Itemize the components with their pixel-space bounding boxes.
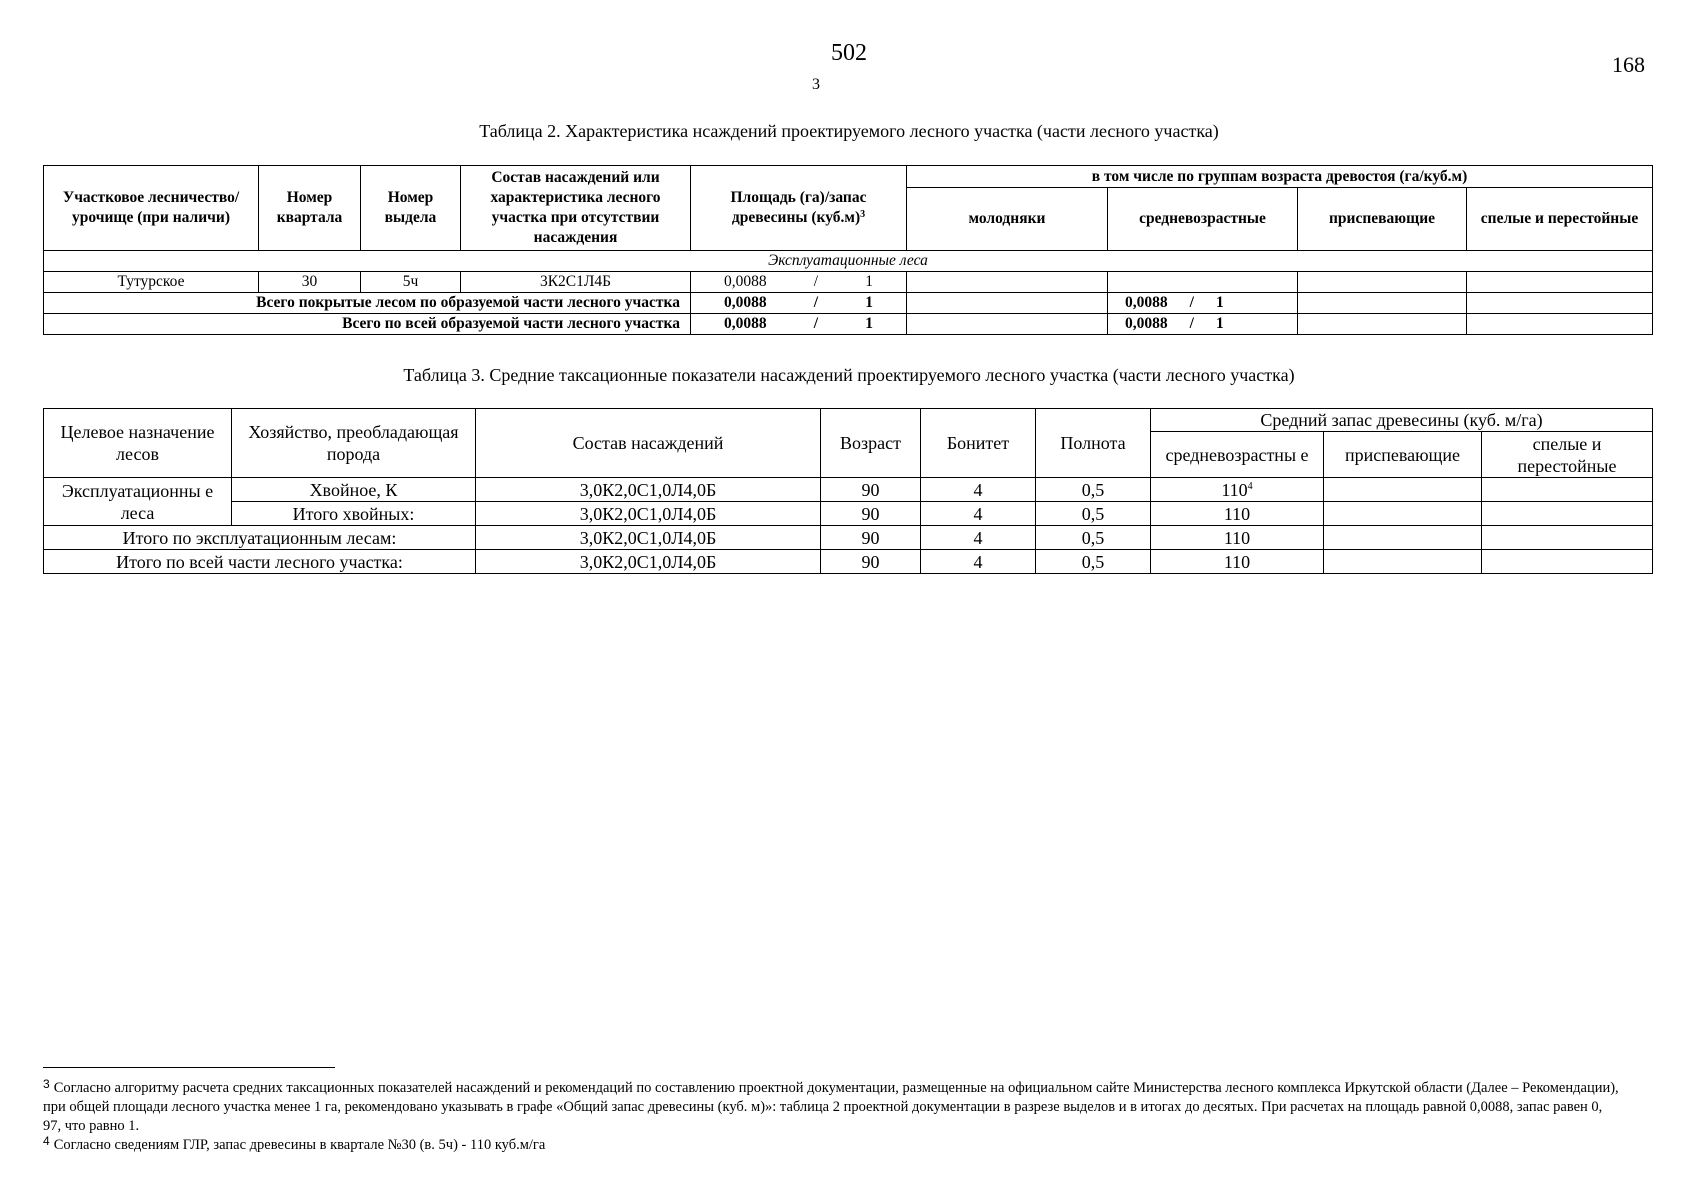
t3-cell-mature: [1482, 478, 1653, 502]
t3-header-age: Возраст: [821, 409, 921, 478]
t3-cell-bonitet: 4: [921, 478, 1036, 502]
t2-total-covered-area: 0,0088 / 1: [691, 293, 907, 314]
t2-section-label: Эксплуатационные леса: [44, 251, 1653, 272]
footnote-divider: [43, 1067, 335, 1068]
t3-header-purpose: Целевое назначение лесов: [44, 409, 232, 478]
t3-cell-density: 0,5: [1036, 502, 1151, 526]
t3-header-avg-stock: Средний запас древесины (куб. м/га): [1151, 409, 1653, 432]
t3-cell-mature: [1482, 526, 1653, 550]
t2-cell-quarter: 30: [259, 272, 361, 293]
t3-cell-composition: 3,0К2,0С1,0Л4,0Б: [476, 550, 821, 574]
t2-total-all-label: Всего по всей образуемой части лесного участка: [44, 314, 691, 335]
t3-header-middle: средневозрастны е: [1151, 432, 1324, 478]
t2-cell-middle: [1108, 272, 1298, 293]
t3-header-mature: спелые и перестойные: [1482, 432, 1653, 478]
t3-cell-composition: 3,0К2,0С1,0Л4,0Б: [476, 526, 821, 550]
table2: [43, 165, 1653, 335]
t2-total-all-area: 0,0088 / 1: [691, 314, 907, 335]
footnote-4: [43, 1136, 1623, 1155]
t2-cell-forestry: Тутурское: [44, 272, 259, 293]
t3-cell-label: Итого по эксплуатационным лесам:: [44, 526, 476, 550]
t3-cell-age: 90: [821, 502, 921, 526]
t3-cell-middle: 110: [1151, 526, 1324, 550]
t3-cell-ripening: [1324, 526, 1482, 550]
t3-header-farm: Хозяйство, преобладающая порода: [232, 409, 476, 478]
t3-cell-ripening: [1324, 550, 1482, 574]
page-number-center: 502: [831, 40, 867, 66]
t3-footnote-ref-4: 4: [1247, 480, 1253, 492]
t2-header-age-groups: в том числе по группам возраста древостоя (га/куб.м): [907, 166, 1653, 188]
t2-header-area: Площадь (га)/запас древесины $(куб.м)^3$: [691, 166, 907, 251]
table-row: [44, 314, 1653, 335]
t3-cell-middle: 110: [1151, 502, 1324, 526]
t3-cell-age: 90: [821, 526, 921, 550]
table-row: [44, 550, 1653, 574]
t2-total-all-ripening: [1298, 314, 1467, 335]
t2-cell-mature: [1467, 272, 1653, 293]
t2-total-all-middle: 0,0088 / 1: [1108, 314, 1298, 335]
t3-cell-bonitet: 4: [921, 502, 1036, 526]
t3-cell-farm: Итого хвойных:: [232, 502, 476, 526]
t3-header-bonitet: Бонитет: [921, 409, 1036, 478]
page-number-right: 168: [1612, 52, 1645, 77]
t3-cell-ripening: [1324, 478, 1482, 502]
t3-cell-middle: 110: [1151, 550, 1324, 574]
t2-header-mature: спелые и перестойные: [1467, 188, 1653, 251]
t2-cell-ripening: [1298, 272, 1467, 293]
t2-footnote-ref-3: 3: [860, 209, 866, 220]
t2-header-composition: Состав насаждений или характеристика лесного участка при отсутствии насаждения: [461, 166, 691, 251]
t2-header-section: Номер выдела: [361, 166, 461, 251]
t2-header-young: молодняки: [907, 188, 1108, 251]
t3-cell-age: 90: [821, 550, 921, 574]
t3-cell-ripening: [1324, 502, 1482, 526]
table3-caption: Таблица 3. Средние таксационные показатели насаждений проектируемого лесного участка (части лесного участка): [403, 365, 1295, 385]
t3-cell-middle: $110^4$: [1151, 478, 1324, 502]
footnote-4-text: Согласно сведениям ГЛР, запас древесины в квартале №30 (в. 5ч) - 110 куб.м/га: [53, 1137, 546, 1153]
t2-cell-section: 5ч: [361, 272, 461, 293]
t3-cell-density: 0,5: [1036, 550, 1151, 574]
table-row: [44, 272, 1653, 293]
t2-header-quarter: Номер квартала: [259, 166, 361, 251]
table3: [43, 408, 1653, 574]
t2-total-all-mature: [1467, 314, 1653, 335]
t3-cell-density: 0,5: [1036, 478, 1151, 502]
footnote-3-text: Согласно алгоритму расчета средних таксационных показателей насаждений и рекомендаций по составлению проектной документации, размещенные на официальном сайте Министерства лесного комплекса Иркутской области (Далее – Рекомендации), при общей площади лесного участка менее 1 га, рекомендовано указывать в графе «Общий запас древесины (куб. м)»: таблица 2 проектной документации в разрезе выделов и в итогах до десятых. При расчетах на площадь равной 0,0088, запас равен 0, 97, что равно 1.: [43, 1080, 1619, 1134]
table-row: [44, 478, 1653, 502]
table2-caption: Таблица 2. Характеристика нсаждений проектируемого лесного участка (части лесного участка): [479, 121, 1219, 141]
t3-cell-composition: 3,0К2,0С1,0Л4,0Б: [476, 478, 821, 502]
t3-cell-mature: [1482, 550, 1653, 574]
footnote-3: [43, 1079, 1623, 1136]
t3-cell-bonitet: 4: [921, 550, 1036, 574]
t2-header-middle: средневозрастные: [1108, 188, 1298, 251]
t3-cell-mature: [1482, 502, 1653, 526]
t3-cell-bonitet: 4: [921, 526, 1036, 550]
table-row: [44, 293, 1653, 314]
t3-cell-label: Итого по всей части лесного участка:: [44, 550, 476, 574]
t2-total-covered-label: Всего покрытые лесом по образуемой части лесного участка: [44, 293, 691, 314]
t2-total-covered-middle: 0,0088 / 1: [1108, 293, 1298, 314]
t3-cell-composition: 3,0К2,0С1,0Л4,0Б: [476, 502, 821, 526]
t2-total-covered-young: [907, 293, 1108, 314]
t3-cell-purpose: Эксплуатационны е леса: [44, 478, 232, 526]
t3-header-density: Полнота: [1036, 409, 1151, 478]
table-row: [44, 502, 1653, 526]
t2-cell-area: 0,0088 / 1: [691, 272, 907, 293]
t2-cell-young: [907, 272, 1108, 293]
t3-cell-age: 90: [821, 478, 921, 502]
t3-header-ripening: приспевающие: [1324, 432, 1482, 478]
table-row: [44, 526, 1653, 550]
t3-cell-density: 0,5: [1036, 526, 1151, 550]
t3-cell-farm: Хвойное, К: [232, 478, 476, 502]
t3-header-composition: Состав насаждений: [476, 409, 821, 478]
page-number-sub: 3: [812, 76, 820, 93]
t2-total-covered-ripening: [1298, 293, 1467, 314]
t2-header-ripening: приспевающие: [1298, 188, 1467, 251]
t2-cell-composition: 3К2С1Л4Б: [461, 272, 691, 293]
t2-total-all-young: [907, 314, 1108, 335]
footnote-4-mark: 4: [43, 1134, 50, 1148]
t2-header-forestry: Участковое лесничество/ урочище (при наличи): [44, 166, 259, 251]
t2-total-covered-mature: [1467, 293, 1653, 314]
footnote-3-mark: 3: [43, 1077, 50, 1091]
